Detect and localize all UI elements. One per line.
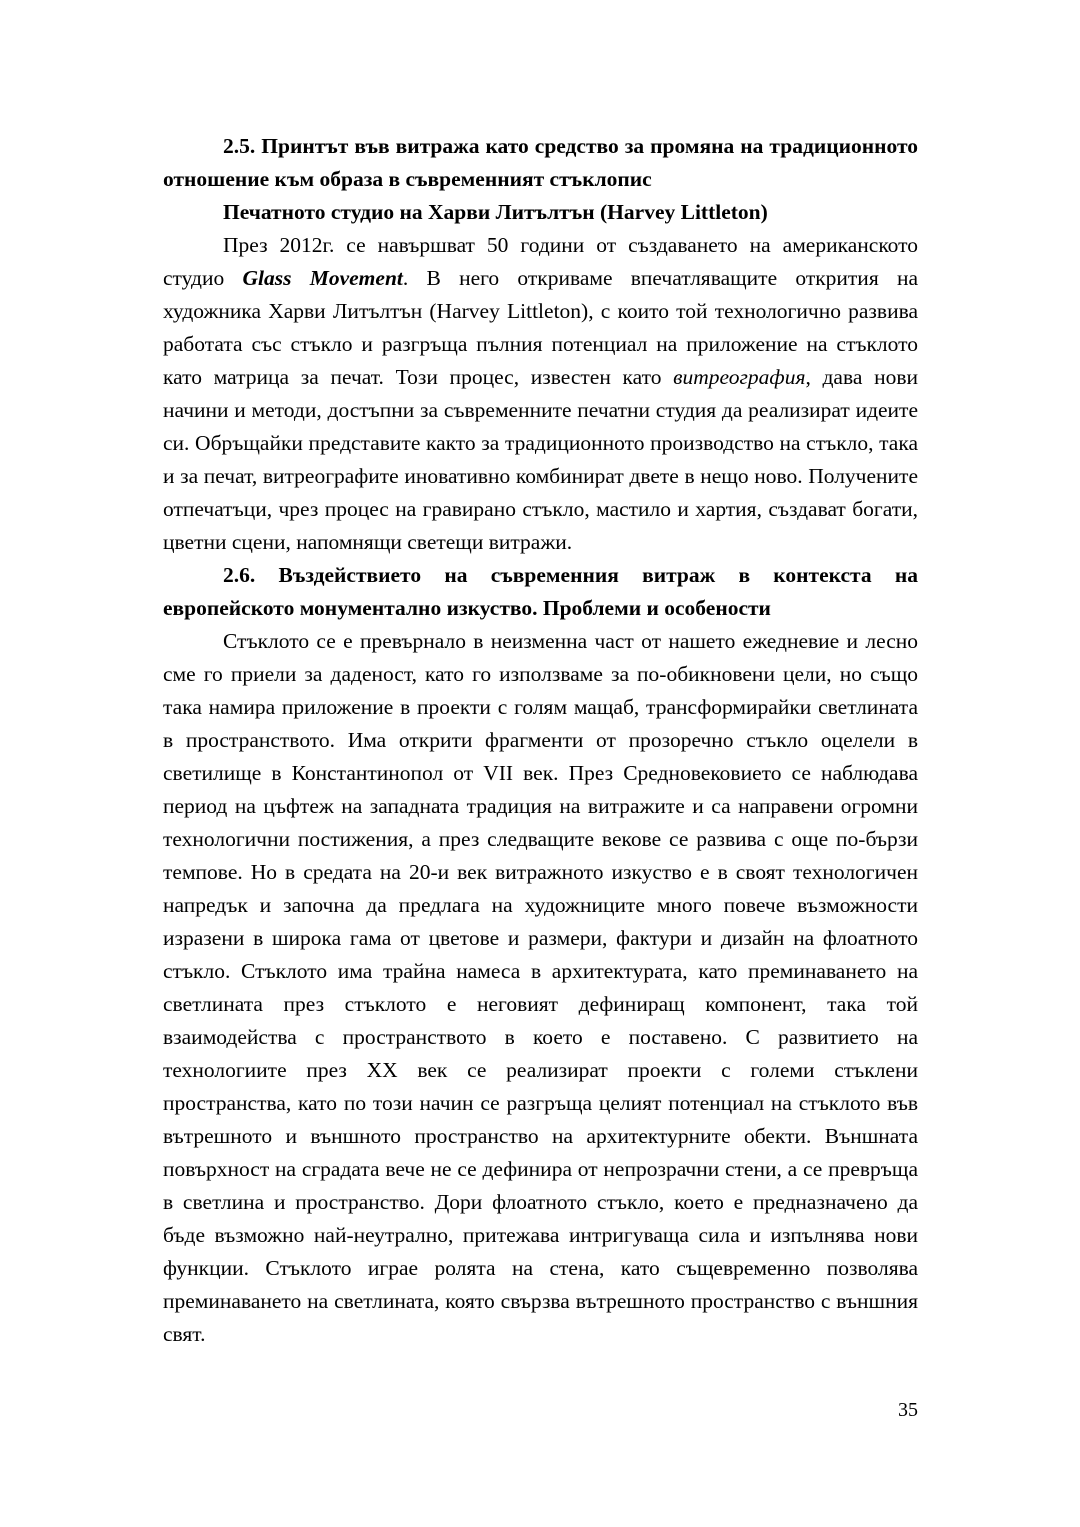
- text-run: 2.6. Въздействието на съвременния витраж в контекста на европейското монументално изкуство. Проблеми и особености: [163, 563, 918, 620]
- text-run: . В него откриваме впечатляващите открития на художника Харви Литълтън (Harvey Littleton), с които той технологично развива работата със стъкло и разгръща пълния потенциал на приложение на стъклото като матрица за печат. Този процес, известен като: [163, 266, 918, 389]
- paragraph: [163, 229, 918, 559]
- text-run: Glass Movement: [242, 266, 403, 290]
- heading: [163, 130, 918, 196]
- paragraph: [163, 625, 918, 1351]
- text-run: витреография: [673, 365, 806, 389]
- text-run: Печатното студио на Харви Литълтън (Harvey Littleton): [223, 200, 768, 224]
- text-run: През 2012г. се навършват 50 години от създаването на американското студио: [163, 233, 918, 290]
- text-run: 2.5. Принтът във витража като средство за промяна на традиционното отношение към образа в съвременният стъклопис: [163, 134, 918, 191]
- heading: [163, 559, 918, 625]
- document-body: [163, 130, 918, 1351]
- text-run: , дава нови начини и методи, достъпни за съвременните печатни студия да реализират идеите си. Обръщайки представите както за традиционното производство на стъкло, така и за печат, витреографите иновативно комбинират двете в нещо ново. Получените отпечатъци, чрез процес на гравирано стъкло, мастило и хартия, създават богати, цветни сцени, напомнящи светещи витражи.: [163, 365, 918, 554]
- subheading: [163, 196, 918, 229]
- text-run: Стъклото се е превърнало в неизменна част от нашето ежедневие и лесно сме го приели за даденост, като го използваме за по-обикновени цели, но също така намира приложение в проекти с голям мащаб, трансформирайки светлината в пространството. Има открити фрагменти от прозоречно стъкло оцелели в светилище в Константинопол от VII век. През Средновековието се наблюдава период на цъфтеж на западната традиция на витражите и са направени огромни технологични постижения, а през следващите векове се развива с още по-бързи темпове. Но в средата на 20-и век витражното изкуство е в своят технологичен напредък и започна да предлага на художниците много повече възможности изразени в широка гама от цветове и размери, фактури и дизайн на флоатното стъкло. Стъклото има трайна намеса в архитектурата, като преминаването на светлината през стъклото е неговият дефиниращ компонент, така той взаимодейства с пространството в което е поставено. С развитието на технологиите през XX век се реализират проекти с големи стъклени пространства, като по този начин се разгръща целият потенциал на стъклото във вътрешното и външното пространство на архитектурните обекти. Външната повърхност на сградата вече не се дефинира от непрозрачни стени, а се превръща в светлина и пространство. Дори флоатното стъкло, което е предназначено да бъде възможно най-неутрално, притежава интригуваща сила и изпълнява нови функции. Стъклото играе ролята на стена, като същевременно позволява преминаването на светлината, която свързва вътрешното пространство с външния свят.: [163, 629, 918, 1346]
- page-number: 35: [898, 1399, 918, 1421]
